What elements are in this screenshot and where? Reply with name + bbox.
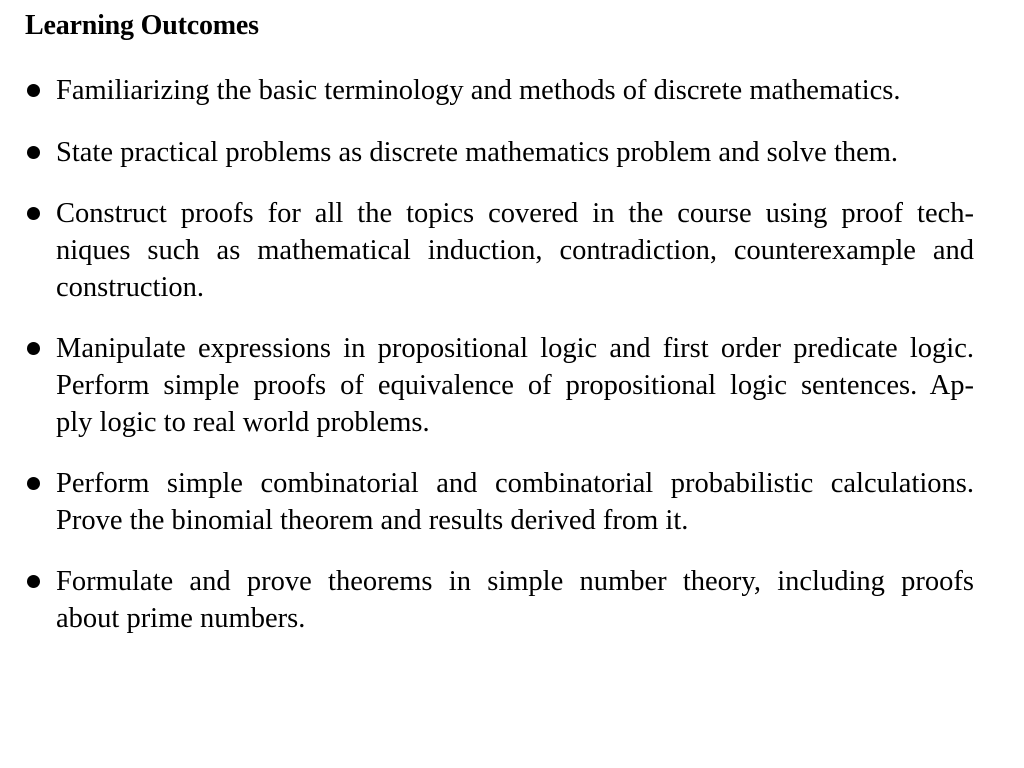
bullet-icon xyxy=(27,477,40,490)
outcome-text-line: construction. xyxy=(56,272,205,303)
outcome-text-line: Prove the binomial theorem and results derived from it. xyxy=(56,505,689,536)
outcome-text-line: State practical problems as discrete mathematics problem and solve them. xyxy=(56,137,899,168)
outcome-text-line: Perform simple combinatorial and combinatorial probabilistic calculations. xyxy=(56,468,974,499)
outcome-text-line: Perform simple proofs of equivalence of propositional logic sentences. Ap- xyxy=(56,370,974,401)
bullet-icon xyxy=(27,207,40,220)
outcome-text-line: Familiarizing the basic terminology and methods of discrete mathematics. xyxy=(56,75,901,106)
bullet-icon xyxy=(27,146,40,159)
outcome-text-line: Formulate and prove theorems in simple number theory, including proofs xyxy=(56,566,974,597)
bullet-icon xyxy=(27,84,40,97)
outcome-text-line: Construct proofs for all the topics covered in the course using proof tech- xyxy=(56,198,974,229)
section-heading: Learning Outcomes xyxy=(25,10,259,41)
bullet-icon xyxy=(27,342,40,355)
outcome-text-line: ply logic to real world problems. xyxy=(56,407,430,438)
outcome-text-line: about prime numbers. xyxy=(56,603,306,634)
outcome-text-line: niques such as mathematical induction, contradiction, counterexample and xyxy=(56,235,974,266)
bullet-icon xyxy=(27,575,40,588)
outcome-text-line: Manipulate expressions in propositional logic and first order predicate logic. xyxy=(56,333,974,364)
